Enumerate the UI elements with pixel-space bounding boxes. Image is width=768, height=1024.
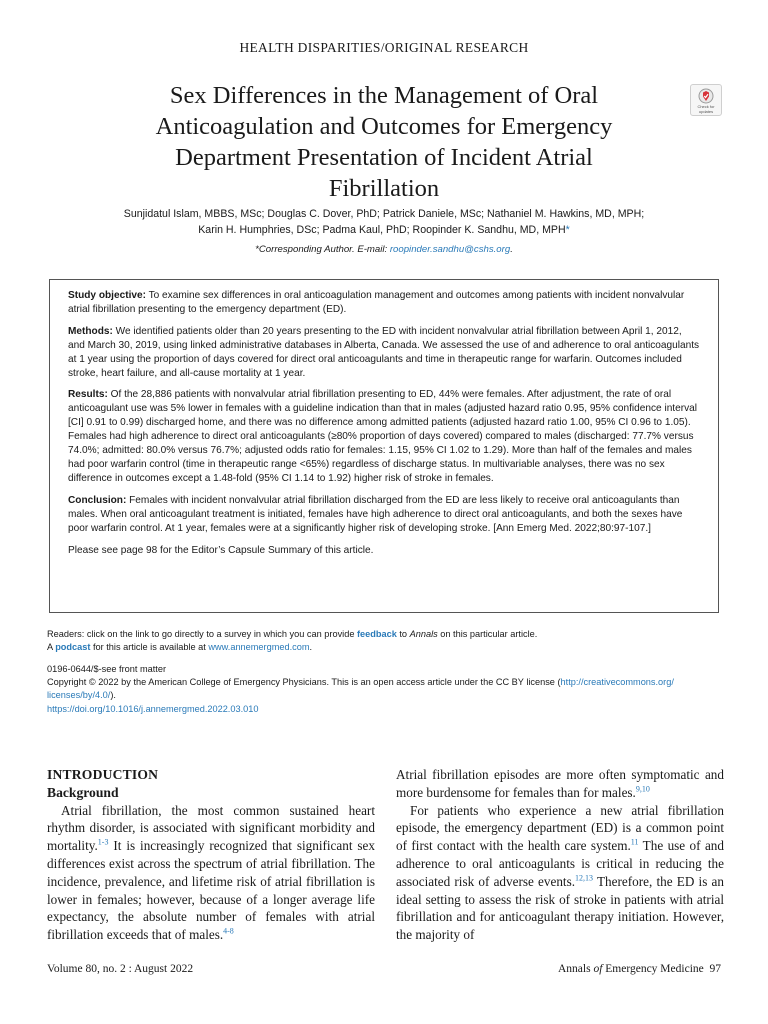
reference-link[interactable]: 9,10 (635, 784, 650, 794)
article-metadata (47, 659, 727, 716)
feedback-line: Readers: click on the link to go directly to a survey in which you can provide feedback to Annals on this particular article. (47, 629, 538, 639)
author-line-1: Sunjidatul Islam, MBBS, MSc; Douglas C. Dover, PhD; Patrick Daniele, MSc; Nathaniel M. Hawkins, MD, MPH; (123, 208, 645, 220)
body-paragraph: For patients who experience a new atrial fibrillation episode, the emergency department (ED) is a common point of first contact with the health care system.$^{11}$ The use of and adherence to oral anticoagulants is critical in reducing the associated risk of adverse events.$^{12,13}$ Therefore, the ED is an ideal setting to assess the risk of stroke in patients with atrial fibrillation and for anticoagulant therapy initiation. However, the majority of (396, 802, 725, 943)
podcast-link[interactable]: podcast (55, 642, 91, 653)
author-email-link[interactable]: roopinder.sandhu@cshs.org (389, 244, 511, 255)
abstract-objective: Study objective: To examine sex differences in oral anticoagulation management and outcomes among patients with incident nonvalvular atrial fibrillation presenting to the emergency department (ED). (68, 290, 685, 315)
body-column-right (396, 766, 724, 944)
check-for-updates-icon (698, 88, 714, 104)
readers-note (47, 628, 727, 654)
abstract-box (49, 279, 719, 613)
reference-link[interactable]: 12,13 (575, 873, 594, 883)
abstract-methods: Methods: We identified patients older than 20 years presenting to the ED with incident nonvalvular atrial fibrillation between April 1, 2012, and March 30, 2019, using linked administrative databases in Alberta, Canada. We assessed the use of and adherence to oral anticoagulants at 1 year using the proportion of days covered for direct oral anticoagulants and time in therapeutic range for warfarin. Outcomes included stroke, heart failure, and all-cause mortality at 1 year. (68, 325, 700, 379)
journal-website-link[interactable]: www.annemergmed.com (208, 642, 310, 653)
feedback-link[interactable]: feedback (356, 629, 397, 639)
body-paragraph: Atrial fibrillation, the most common sustained heart rhythm disorder, is associated with significant morbidity and mortality.$^{1-3}$ It is increasingly recognized that significant sex differences exist across the spectrum of atrial fibrillation. The incidence, prevalence, and lifetime risk of atrial fibrillation is lower in females; however, because of a longer average life expectancy, the absolute number of females with atrial fibrillation exceeds that of males.$^{4-8}$ (47, 802, 375, 943)
author-line-2: Karin H. Humphries, DSc; Padma Kaul, PhD; Roopinder K. Sandhu, MD, MPH* (198, 223, 570, 236)
section-label: HEALTH DISPARITIES/ORIGINAL RESEARCH (239, 40, 529, 55)
issn-line: 0196-0644/$-see front matter (47, 664, 166, 674)
body-column-left (47, 766, 375, 944)
abstract-conclusion: Conclusion: Females with incident nonvalvular atrial fibrillation discharged from the ED are less likely to receive oral anticoagulants than males. When oral anticoagulant treatment is initiated, females have high adherence to direct oral anticoagulants, and both the sexes have poor warfarin control. At 1 year, females were at a significantly higher risk of developing stroke. [Ann Emerg Med. 2022;80:97-107.] (68, 494, 683, 534)
check-for-updates-badge[interactable] (690, 84, 722, 116)
check-for-updates-label: Check for updates (697, 104, 715, 114)
corresponding-author-note: *Corresponding Author. E-mail: roopinder.sandhu@cshs.org. (255, 244, 513, 255)
body-paragraph: Atrial fibrillation episodes are more often symptomatic and more burdensome for females than for males.$^{9,10}$ (396, 767, 724, 800)
journal-footer: Annals of Emergency Medicine 97 (557, 963, 721, 975)
author-list (40, 207, 728, 238)
doi-link[interactable]: https://doi.org/10.1016/j.annemergmed.2022.03.010 (47, 703, 259, 714)
reference-link[interactable]: 4-8 (223, 926, 234, 936)
page-number: 97 (709, 963, 721, 975)
copyright-line: Copyright © 2022 by the American College of Emergency Physicians. This is an open access article under the CC BY license (http://creativecommons.org/ licenses/by/4.0/). (47, 677, 674, 701)
subsection-heading-background: Background (47, 784, 119, 800)
podcast-line: A podcast for this article is available at www.annemergmed.com. (47, 642, 313, 653)
corresponding-author-marker[interactable]: * (565, 223, 570, 236)
license-link[interactable]: http://creativecommons.org/ licenses/by/4.0/ (47, 677, 674, 701)
section-heading-introduction: INTRODUCTION (47, 767, 159, 782)
article-title: Sex Differences in the Management of Oral Anticoagulation and Outcomes for Emergency Department Presentation of Incident Atrial Fibrillation (155, 82, 613, 202)
issue-info: Volume 80, no. 2 : August 2022 (47, 963, 194, 975)
abstract-results: Results: Of the 28,886 patients with nonvalvular atrial fibrillation presenting to ED, 44% were females. After adjustment, the rate of oral anticoagulant use was 5% lower in females with a guideline indication than that in males (adjusted hazard ratio 0.95, 95% confidence interval [CI] 0.91 to 0.99) discharged home, and there was no difference among admitted patients (adjusted hazard ratio 1.00, 95% CI 0.96 to 1.05). Females had high adherence to direct oral anticoagulants (≥80% proportion of days covered) compared to males (discharged: 77.7% versus 74.0%; admitted: 80.0% versus 76.7%; adjusted odds ratio for females: 1.15, 95% CI 1.02 to 1.29). More than half of the females and males had poor warfarin control (time in therapeutic range <65%) regardless of discharge status. In multivariable analyses, there was no sex difference in outcomes except a 1.48-fold (95% CI 1.14 to 1.92) higher risk of stroke in females. (68, 389, 697, 484)
reference-link[interactable]: 1-3 (97, 837, 109, 847)
capsule-summary-note: Please see page 98 for the Editor’s Capsule Summary of this article. (68, 544, 374, 556)
reference-link[interactable]: 11 (630, 837, 639, 847)
